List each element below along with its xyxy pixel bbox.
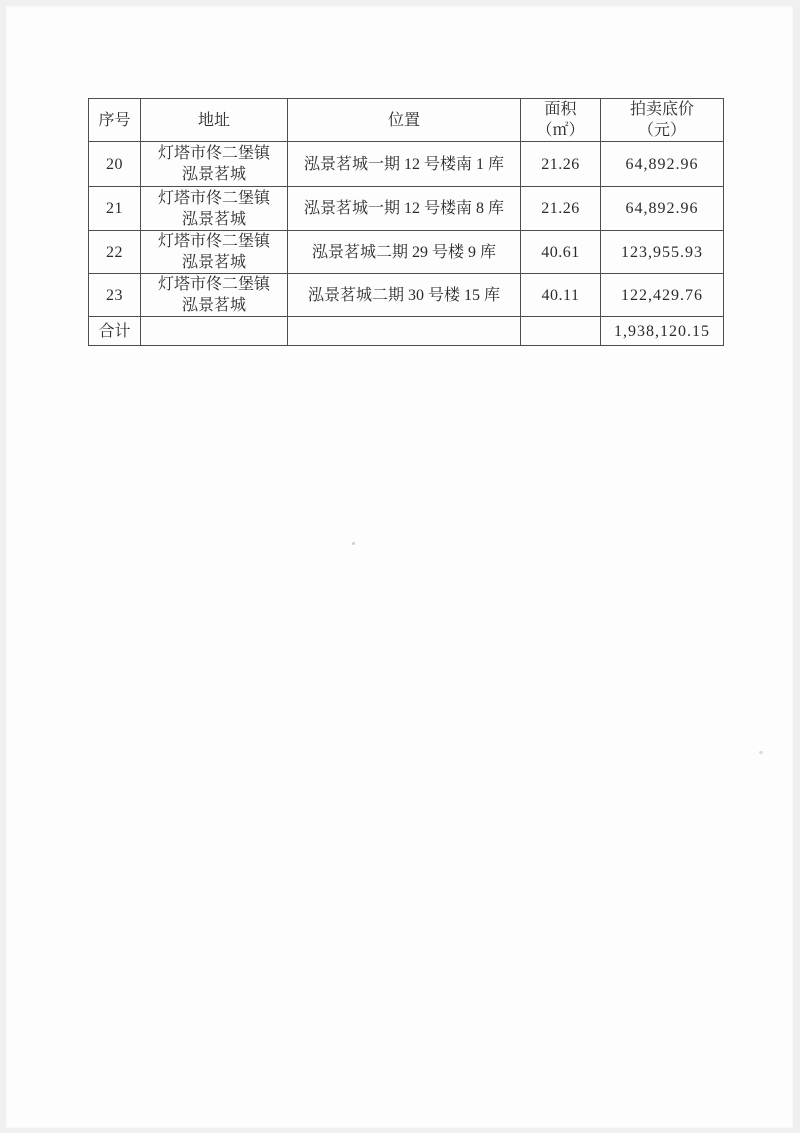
total-price: 1,938,120.15: [601, 317, 724, 346]
row-address-line2: 泓景茗城: [181, 210, 246, 228]
total-area-empty: [521, 317, 601, 346]
col-header-location: 位置: [288, 99, 521, 142]
table-row: [89, 142, 724, 187]
col-header-area-line2: （㎡）: [536, 122, 585, 139]
row-no: 20: [89, 142, 141, 187]
row-location: 泓景茗城一期 12 号楼南 1 库: [288, 142, 521, 187]
total-location-empty: [288, 317, 521, 346]
row-address: [141, 274, 288, 317]
row-location: 泓景茗城一期 12 号楼南 8 库: [288, 187, 521, 231]
table-header-row: [89, 99, 724, 142]
scanned-page: [6, 6, 793, 1128]
row-area: 21.26: [521, 142, 601, 187]
row-address-line1: 灯塔市佟二堡镇: [157, 233, 270, 250]
row-location: 泓景茗城二期 30 号楼 15 库: [288, 274, 521, 317]
row-no: 23: [89, 274, 141, 317]
row-price: 123,955.93: [601, 231, 724, 274]
row-address-line2: 泓景茗城: [181, 166, 246, 183]
table-row: [89, 187, 724, 231]
scan-speck: [759, 751, 763, 754]
col-header-area: [521, 99, 601, 142]
row-address: [141, 231, 288, 274]
row-address: [141, 142, 288, 187]
row-address-line1: 灯塔市佟二堡镇: [157, 189, 270, 207]
row-area: 40.61: [521, 231, 601, 274]
row-price: 122,429.76: [601, 274, 724, 317]
row-address-line1: 灯塔市佟二堡镇: [157, 145, 270, 162]
row-no: 21: [89, 187, 141, 231]
table-row: [89, 231, 724, 274]
col-header-area-line1: 面积: [544, 101, 577, 118]
auction-price-table: [88, 98, 724, 346]
total-address-empty: [141, 317, 288, 346]
row-location: 泓景茗城二期 29 号楼 9 库: [288, 231, 521, 274]
row-area: 21.26: [521, 187, 601, 231]
row-address: [141, 187, 288, 231]
table-row: [89, 274, 724, 317]
row-no: 22: [89, 231, 141, 274]
total-row: [89, 317, 724, 346]
col-header-address: 地址: [141, 99, 288, 142]
scan-speck: [352, 542, 355, 545]
row-address-line2: 泓景茗城: [181, 254, 246, 271]
col-header-no: 序号: [89, 99, 141, 142]
row-address-line1: 灯塔市佟二堡镇: [157, 276, 270, 293]
row-price: 64,892.96: [601, 187, 724, 231]
total-label: 合计: [89, 317, 141, 346]
col-header-price: [601, 99, 724, 142]
row-area: 40.11: [521, 274, 601, 317]
row-address-line2: 泓景茗城: [181, 297, 246, 314]
col-header-price-line2: （元）: [637, 122, 686, 139]
row-price: 64,892.96: [601, 142, 724, 187]
col-header-price-line1: 拍卖底价: [629, 101, 694, 118]
